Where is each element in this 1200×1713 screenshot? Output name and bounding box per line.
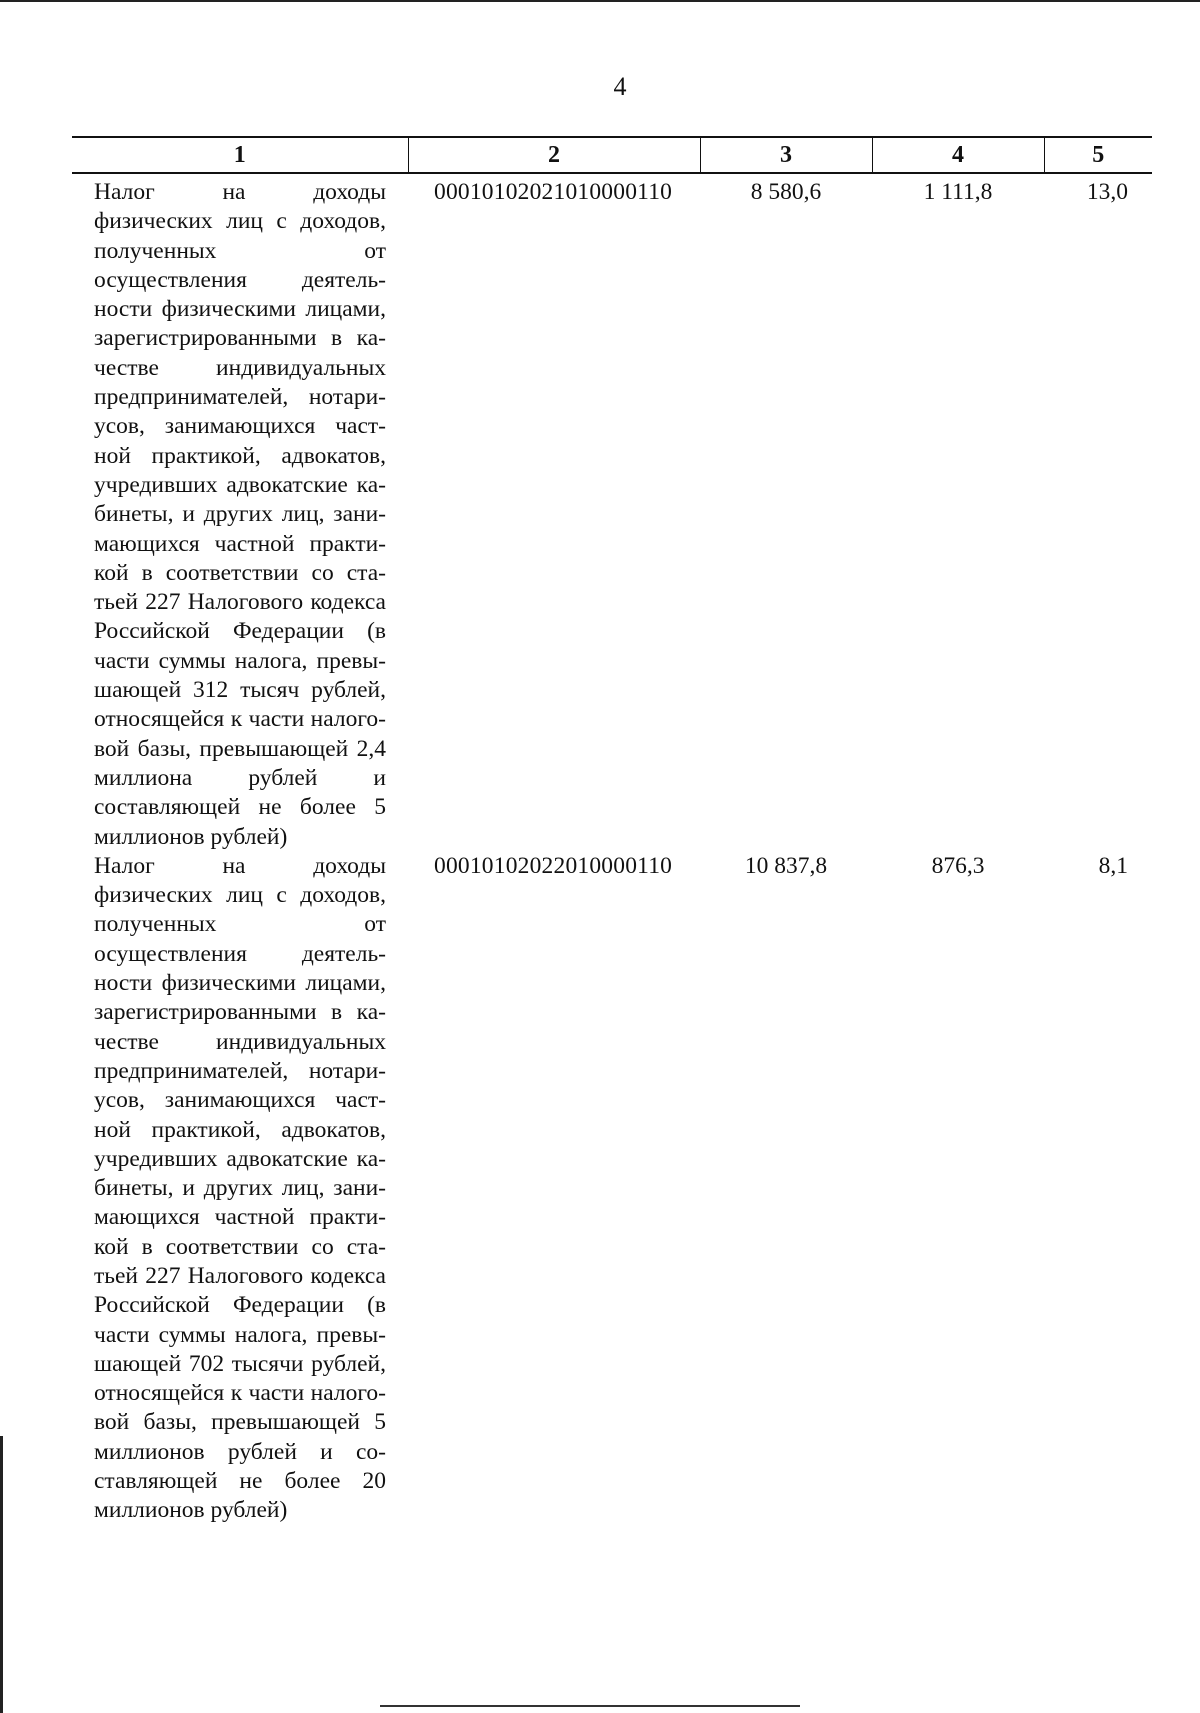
header-col-2: 2 (408, 137, 700, 173)
header-col-3: 3 (700, 137, 872, 173)
header-col-4: 4 (872, 137, 1044, 173)
header-row (72, 137, 1152, 173)
table-body (72, 173, 1152, 1526)
scan-edge-left (0, 1436, 3, 1713)
table-row (72, 852, 1152, 1526)
scan-edge-top (0, 0, 1200, 2)
page-number: 4 (613, 72, 627, 101)
header-col-1: 1 (72, 137, 408, 173)
scan-edge-bottom (380, 1705, 800, 1707)
row-code: 00010102022010000110 (434, 852, 673, 879)
table-row (72, 173, 1152, 852)
header-col-5: 5 (1044, 137, 1152, 173)
row-value-col4: 1 111,8 (923, 179, 993, 205)
row-value-col4: 876,3 (931, 852, 985, 879)
row-name: Налог на доходы физических лиц с доходов, полученных от осуществления деятельности физическими лицами, зарегистрированными в качестве индивидуальных предпринимателей, нотариусов, занимающихся частной практикой, адвокатов, учредивших адвокатские кабинеты, и других лиц, занимающихся частной практикой в соответствии со статьей 227 Налогового кодекса Российской Федерации (в части суммы налога, превышающей 702 тысячи рублей, относящейся к части налоговой базы, превышающей 5 миллионов рублей и составляющей не более 20 миллионов рублей) (94, 852, 386, 1524)
table-header (72, 137, 1152, 173)
row-code: 00010102021010000110 (434, 179, 673, 205)
revenue-table-container (72, 136, 1152, 1526)
row-name: Налог на доходы физических лиц с доходов, полученных от осуществления деятельности физическими лицами, зарегистрированными в качестве индивидуальных предпринимателей, нотариусов, занимающихся частной практикой, адвокатов, учредивших адвокатские кабинеты, и других лиц, занимающихся частной практикой в соответствии со статьей 227 Налогового кодекса Российской Федерации (в части суммы налога, превышающей 312 тысяч рублей, относящейся к части налоговой базы, превышающей 2,4 миллиона рублей и составляющей не более 5 миллионов рублей) (94, 179, 386, 850)
row-value-col5: 8,1 (1098, 852, 1128, 879)
row-value-col5: 13,0 (1086, 179, 1128, 205)
revenue-table (72, 136, 1152, 1526)
row-value-col3: 10 837,8 (744, 852, 828, 879)
row-value-col3: 8 580,6 (750, 179, 822, 205)
